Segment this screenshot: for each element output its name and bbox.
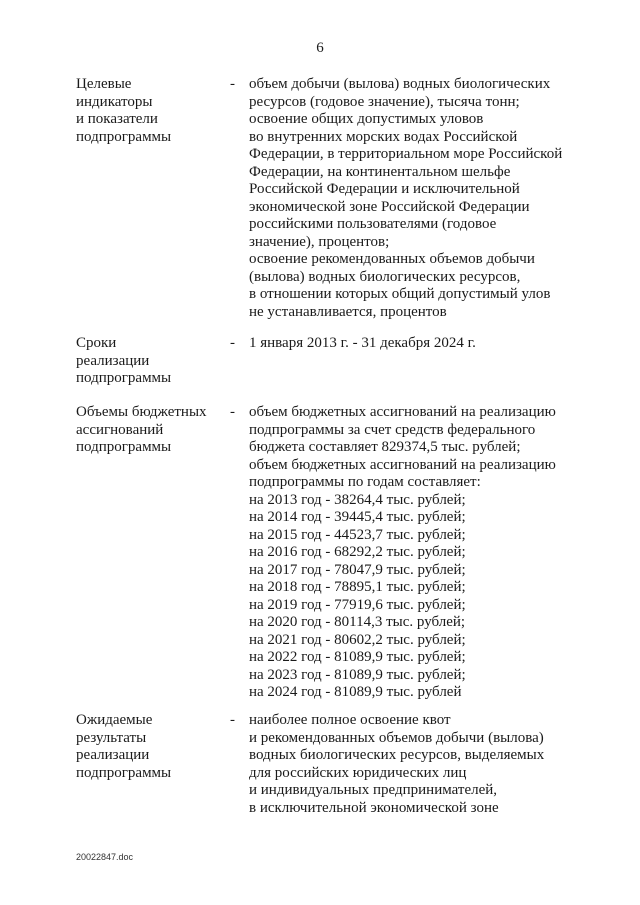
section-content — [249, 76, 579, 321]
label-line: и показатели — [76, 111, 158, 127]
content-line: бюджета составляет 829374,5 тыс. рублей; — [249, 439, 521, 455]
label-line: реализации — [76, 352, 150, 369]
content-line: для российских юридических лиц — [249, 764, 467, 781]
page-number: 6 — [316, 40, 324, 56]
section-dash: - — [230, 76, 235, 92]
content-line: в исключительной экономической зоне — [249, 799, 499, 816]
content-line: на 2023 год - 81089,9 тыс. рублей; — [249, 666, 466, 683]
label-line: подпрограммы — [76, 370, 172, 386]
content-line: и рекомендованных объемов добычи (вылова) — [249, 729, 544, 746]
content-line: на 2022 год - 81089,9 тыс. рублей; — [249, 649, 466, 665]
label-line: индикаторы — [76, 93, 153, 110]
content-line: на 2013 год - 38264,4 тыс. рублей; — [249, 491, 466, 508]
footer-filename: 20022847.doc — [76, 852, 134, 862]
label-line: реализации — [76, 747, 150, 763]
section-dash: - — [230, 335, 235, 351]
label-line: ассигнований — [76, 421, 164, 438]
content-line: значение), процентов; — [249, 233, 390, 250]
content-line: на 2020 год - 80114,3 тыс. рублей; — [249, 614, 466, 630]
section-content — [249, 335, 579, 353]
content-line: водных биологических ресурсов, выделяемых — [249, 747, 545, 763]
content-line: 1 января 2013 г. - 31 декабря 2024 г. — [249, 335, 476, 351]
content-line: в отношении которых общий допустимый улов — [249, 286, 551, 302]
label-line: Целевые — [76, 76, 132, 92]
label-line: результаты — [76, 729, 147, 746]
content-line: экономической зоне Российской Федерации — [249, 198, 530, 215]
section-content — [249, 712, 579, 817]
content-line: на 2021 год - 80602,2 тыс. рублей; — [249, 631, 466, 648]
content-line: на 2015 год - 44523,7 тыс. рублей; — [249, 526, 466, 543]
content-line: российскими пользователями (годовое — [249, 216, 497, 232]
content-line: не устанавливается, процентов — [249, 303, 447, 320]
content-line: на 2019 год - 77919,6 тыс. рублей; — [249, 596, 466, 613]
section-label — [76, 76, 226, 146]
section-dash: - — [230, 404, 235, 420]
label-line: подпрограммы — [76, 128, 172, 145]
content-line: во внутренних морских водах Российской — [249, 128, 518, 145]
label-line: Сроки — [76, 335, 117, 351]
content-line: на 2018 год - 78895,1 тыс. рублей; — [249, 579, 466, 595]
label-line: подпрограммы — [76, 764, 172, 781]
content-line: освоение рекомендованных объемов добычи — [249, 251, 535, 267]
section-content — [249, 404, 579, 702]
label-line: Ожидаемые — [76, 712, 153, 728]
content-line: объем бюджетных ассигнований на реализацию — [249, 456, 556, 473]
content-line: на 2014 год - 39445,4 тыс. рублей; — [249, 509, 466, 525]
content-line: (вылова) водных биологических ресурсов, — [249, 268, 521, 285]
content-line: освоение общих допустимых уловов — [249, 111, 484, 127]
section-dash: - — [230, 712, 235, 728]
content-line: объем добычи (вылова) водных биологических — [249, 76, 551, 92]
content-line: на 2017 год - 78047,9 тыс. рублей; — [249, 561, 466, 578]
section-label — [76, 335, 226, 388]
content-line: наиболее полное освоение квот — [249, 712, 451, 728]
section-label — [76, 712, 226, 782]
content-line: подпрограммы за счет средств федерального — [249, 421, 536, 438]
label-line: Объемы бюджетных — [76, 404, 207, 420]
content-line: на 2016 год - 68292,2 тыс. рублей; — [249, 544, 466, 560]
content-line: и индивидуальных предпринимателей, — [249, 782, 498, 798]
content-line: подпрограммы по годам составляет: — [249, 474, 481, 490]
content-line: объем бюджетных ассигнований на реализацию — [249, 404, 556, 420]
label-line: подпрограммы — [76, 439, 172, 455]
section-label — [76, 404, 226, 457]
content-line: на 2024 год - 81089,9 тыс. рублей — [249, 684, 462, 700]
content-line: Федерации, на континентальном шельфе — [249, 163, 511, 180]
content-line: Российской Федерации и исключительной — [249, 181, 520, 197]
content-line: Федерации, в территориальном море Российской — [249, 146, 563, 162]
content-line: ресурсов (годовое значение), тысяча тонн; — [249, 93, 520, 110]
